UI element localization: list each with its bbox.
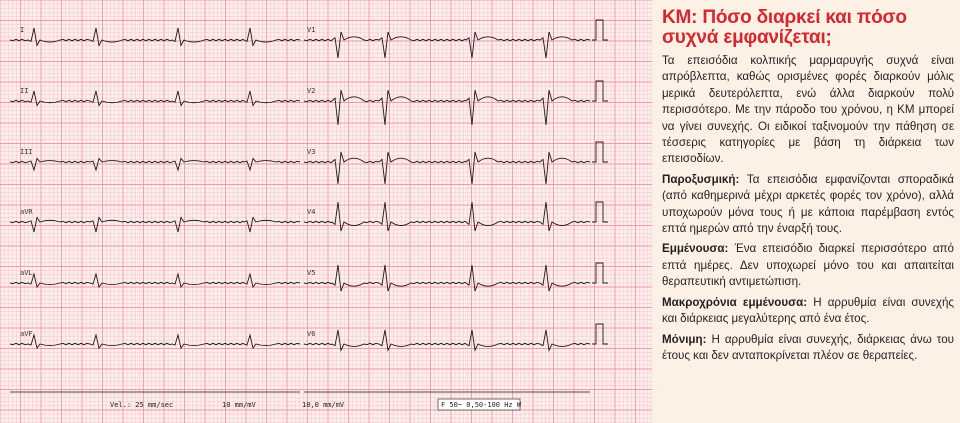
filter-label: F 50~ 0,50-100 Hz W <box>441 401 522 409</box>
lead-label-v1: V1 <box>307 26 316 34</box>
paper-speed-label: Vel.: 25 mm/sec <box>110 401 174 409</box>
category-long-standing <box>662 295 954 328</box>
category-term: Εμμένουσα: <box>662 242 729 256</box>
category-term: Μακροχρόνια εμμένουσα: <box>662 295 808 309</box>
lead-label-iii: III <box>20 148 33 156</box>
article-body <box>662 53 954 368</box>
category-persistent <box>662 241 954 290</box>
lead-label-v2: V2 <box>307 87 316 95</box>
category-permanent <box>662 332 954 365</box>
lead-label-ii: II <box>20 87 29 95</box>
category-text: Η αρρυθμία είναι συνεχής και διάρκειας μεγαλύτερης από ένα έτος. <box>662 295 954 326</box>
category-text: Τα επεισόδια εμφανίζονται σποραδικά (από καθημερινά μέχρι αρκετές φορές τον χρόνο), αλλά υποχωρούν μόνα τους ή με κάποια παρέμβαση εντός επτά ημερών από την έναρξή τους. <box>662 172 954 236</box>
lead-label-v5: V5 <box>307 269 316 277</box>
category-term: Παροξυσμική: <box>662 172 740 186</box>
category-paroxysmal <box>662 172 954 238</box>
lead-label-avr: aVR <box>20 208 33 216</box>
category-term: Μόνιμη: <box>662 332 707 346</box>
lead-label-v6: V6 <box>307 330 316 338</box>
lead-label-v3: V3 <box>307 148 316 156</box>
article-intro: Τα επεισόδια κολπικής μαρμαρυγής συχνά είναι απρόβλεπτα, καθώς ορισμένες φορές διαρκούν μόλις μερικά δευτερόλεπτα, ενώ άλλα διαρκούν πολύ περισσότερο. Με την πάροδο του χρόνου, η ΚΜ μπορεί να γίνει συνεχής. Οι ειδικοί ταξινομούν την πάθηση σε τέσσερις κατηγορίες με βάση τη διάρκεια των επεισοδίων. <box>662 54 954 166</box>
article-title: ΚΜ: Πόσο διαρκεί και πόσο συχνά εμφανίζεται; <box>662 7 907 48</box>
lead-label-avl: aVL <box>20 269 33 277</box>
category-text: Ένα επεισόδιο διαρκεί περισσότερο από επτά ημέρες. Δεν υποχωρεί μόνο του και απαιτείται θεραπευτική αντιμετώπιση. <box>662 242 954 289</box>
category-text: Η αρρυθμία είναι συνεχής, διάρκειας άνω του έτους και δεν ανταποκρίνεται πλέον σε θεραπείες. <box>662 332 954 362</box>
limb-gain-label: 10 mm/mV <box>222 401 256 409</box>
lead-label-avf: aVF <box>20 330 33 338</box>
lead-label-v4: V4 <box>307 208 316 216</box>
chest-gain-label: 10,0 mm/mV <box>302 401 345 409</box>
lead-label-i: I <box>20 26 25 34</box>
article-sidebar <box>652 0 960 423</box>
